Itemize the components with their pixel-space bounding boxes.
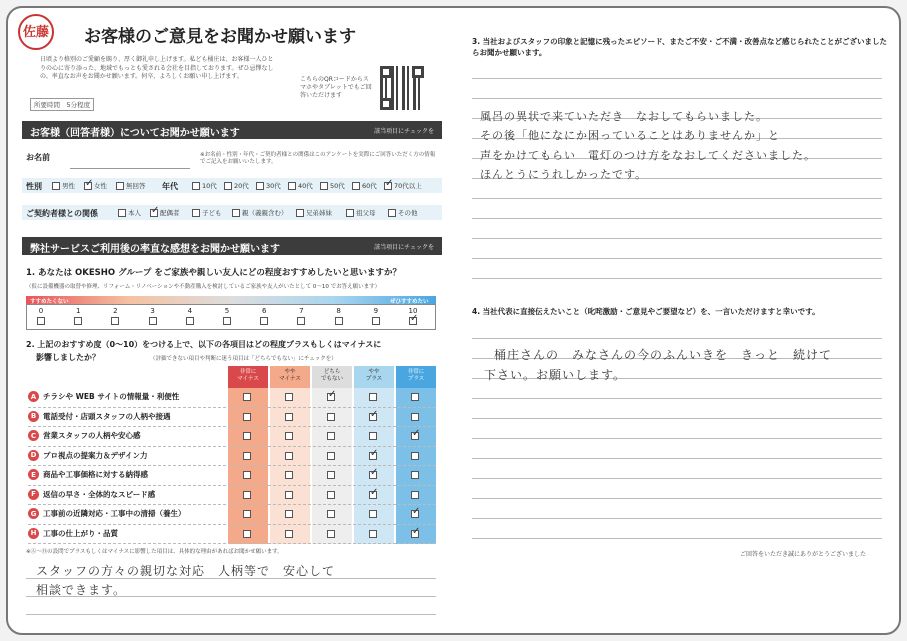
page-title: お客様のご意見をお聞かせ願います — [84, 27, 356, 47]
impact-column-header: 非常に プラス — [396, 366, 436, 388]
impact-checkbox[interactable] — [369, 530, 377, 538]
scale-number-0: 0 — [38, 307, 44, 315]
scale-checkbox-7[interactable] — [297, 317, 305, 325]
scale-number-6: 6 — [261, 307, 267, 315]
q3-answer-line-3: 声をかけてもらい 電灯のつけ方をなおしてくださいました。 — [480, 149, 816, 162]
scale-checkbox-1[interactable] — [74, 317, 82, 325]
answer-line — [472, 518, 882, 519]
age-30[interactable]: 30代 — [256, 181, 281, 190]
impact-checkbox[interactable] — [327, 452, 335, 460]
relation-label: ご契約者様との関係 — [26, 209, 98, 218]
relation-self[interactable]: 本人 — [118, 208, 141, 217]
item-label: 返信の早さ・全体的なスピード感 — [43, 489, 156, 499]
privacy-note: ※お名前・性別・年代・ご契約者様との関係はこのアンケートを実際にご回答いただく方の情報でご記入をお願いいたします。 — [200, 152, 436, 165]
impact-row — [28, 525, 436, 545]
impact-row — [28, 466, 436, 486]
answer-line — [472, 458, 882, 459]
q2-footnote: ※Ⓐ〜Ⓗの設問でプラスもしくはマイナスに影響した項目は、具体的な理由があればお聞かせ願います。 — [26, 549, 283, 555]
recommend-scale — [26, 304, 436, 330]
impact-checkbox[interactable] — [243, 471, 251, 479]
impact-row — [28, 486, 436, 506]
check-note: 該当項目にチェックを — [374, 128, 434, 135]
scale-checkbox-8[interactable] — [335, 317, 343, 325]
age-40[interactable]: 40代 — [288, 181, 313, 190]
impact-column-header: やや プラス — [354, 366, 394, 388]
impact-checkbox[interactable] — [285, 530, 293, 538]
answer-line — [472, 438, 882, 439]
scale-high-label: ぜひすすめたい — [390, 299, 429, 305]
q4-title: 4. 当社代表に直接伝えたいこと（叱咤激励・ご意見やご要望など）を、一言いただけますと幸いです。 — [472, 307, 820, 316]
impact-checkbox[interactable] — [285, 510, 293, 518]
scale-number-4: 4 — [187, 307, 193, 315]
item-letter-badge: E — [28, 469, 39, 480]
answer-line — [472, 98, 882, 99]
impact-row-label — [28, 450, 147, 461]
section-customer-bar — [22, 121, 442, 139]
answer-line — [472, 198, 882, 199]
relation-parent[interactable]: 親（義親含む） — [232, 208, 288, 217]
impact-checkbox[interactable] — [327, 510, 335, 518]
impact-checkbox[interactable] — [285, 432, 293, 440]
scale-number-3: 3 — [150, 307, 155, 315]
section-impression-bar — [22, 237, 442, 255]
q1-subtitle: （仮に設備機器の取替や修理、リフォーム・リノベーションや不動産購入を検討しているご家族や友人がいたとして 0〜10 でお答え願います） — [26, 284, 381, 290]
required-time-badge: 所要時間 5分程度 — [30, 98, 94, 111]
scale-number-9: 9 — [373, 307, 379, 315]
scale-checkbox-4[interactable] — [186, 317, 194, 325]
impact-row-label — [28, 411, 171, 422]
answer-line — [472, 278, 882, 279]
impact-row-label — [28, 528, 118, 539]
scale-number-1: 1 — [75, 307, 81, 315]
check-note: 該当項目にチェックを — [374, 244, 434, 251]
q2-answer-line-1: スタッフの方々の親切な対応 人柄等で 安心して — [36, 564, 336, 578]
q3-answer-line-2: その後「他になにか困っていることはありませんか」と — [480, 129, 780, 142]
item-letter-badge: A — [28, 391, 39, 402]
name-stamp: 佐藤 — [18, 14, 54, 50]
item-letter-badge: G — [28, 508, 39, 519]
impact-checkbox[interactable] — [285, 452, 293, 460]
name-field[interactable] — [70, 168, 190, 169]
item-label: 工事の仕上がり・品質 — [43, 528, 118, 538]
impact-checkbox[interactable] — [285, 491, 293, 499]
impact-checkbox[interactable] — [327, 413, 335, 421]
scale-low-label: すすめたくない — [30, 299, 69, 305]
impact-checkbox[interactable] — [411, 452, 419, 460]
q3-title: 3. 当社およびスタッフの印象と記憶に残ったエピソード、またご不安・ご不満・改善点など感じられたことがございましたらお聞かせ願います。 — [472, 37, 888, 57]
impact-checkbox[interactable] — [369, 413, 377, 421]
qr-code-icon[interactable] — [380, 66, 424, 110]
item-label: チラシや WEB サイトの情報量・利便性 — [43, 392, 180, 401]
gender-label: 性別 — [26, 182, 42, 191]
impact-row-label — [28, 489, 155, 500]
answer-line — [472, 238, 882, 239]
q2-title: 2. 上記のおすすめ度（0〜10）をつける上で、以下の各項目はどの程度プラスもしくはマイナスに — [26, 340, 382, 349]
answer-line — [472, 538, 882, 539]
scale-checkbox-6[interactable] — [260, 317, 268, 325]
impact-row — [28, 408, 436, 428]
item-letter-badge: B — [28, 411, 39, 422]
impact-column-header: 非常に マイナス — [228, 366, 268, 388]
impact-row — [28, 505, 436, 525]
scale-number-7: 7 — [299, 307, 304, 315]
scale-checkbox-10[interactable] — [409, 317, 417, 325]
answer-line — [472, 218, 882, 219]
answer-line — [472, 398, 882, 399]
impact-checkbox[interactable] — [411, 432, 419, 440]
impact-checkbox[interactable] — [411, 530, 419, 538]
impact-checkbox[interactable] — [369, 452, 377, 460]
age-20[interactable]: 20代 — [224, 181, 249, 190]
impact-column-header: やや マイナス — [270, 366, 310, 388]
impact-checkbox[interactable] — [327, 491, 335, 499]
impact-checkbox[interactable] — [243, 530, 251, 538]
impact-row — [28, 388, 436, 408]
impact-checkbox[interactable] — [369, 432, 377, 440]
impact-row-label — [28, 508, 186, 519]
impact-checkbox[interactable] — [411, 491, 419, 499]
qr-note: こちらのQRコードからスマホやタブレットでもご回答いただけます — [300, 76, 372, 99]
impact-checkbox[interactable] — [243, 432, 251, 440]
answer-line — [472, 418, 882, 419]
impact-checkbox[interactable] — [243, 393, 251, 401]
scale-number-5: 5 — [224, 307, 230, 315]
scale-number-2: 2 — [113, 307, 118, 315]
item-label: 営業スタッフの人柄や安心感 — [43, 431, 141, 440]
q2-subtitle: （評価できない項目や判断に迷う項目は「どちらでもない」にチェックを） — [150, 356, 337, 362]
impact-row — [28, 427, 436, 447]
impact-checkbox[interactable] — [327, 432, 335, 440]
impact-checkbox[interactable] — [369, 510, 377, 518]
section-title: 弊社サービスご利用後の率直な感想をお聞かせ願います — [30, 244, 280, 255]
age-50[interactable]: 50代 — [320, 181, 345, 190]
item-letter-badge: F — [28, 489, 39, 500]
relation-other[interactable]: その他 — [388, 208, 418, 217]
relation-child[interactable]: 子ども — [192, 208, 222, 217]
scale-gradient — [26, 296, 436, 304]
q3-answer-line-1: 風呂の異状で来ていただき なおしてもらいました。 — [480, 110, 768, 123]
q2-answer-line-2: 相談できます。 — [36, 583, 127, 597]
impact-checkbox[interactable] — [369, 471, 377, 479]
q3-answer-line-4: ほんとうにうれしかったです。 — [480, 168, 648, 181]
impact-checkbox[interactable] — [243, 491, 251, 499]
impact-checkbox[interactable] — [285, 413, 293, 421]
q1-title: 1. あなたは OKESHO グループ をご家族や親しい友人にどの程度おすすめしたいと思いますか？ — [26, 268, 401, 278]
answer-line — [472, 258, 882, 259]
section-title: お客様（回答者様）についてお聞かせ願います — [30, 128, 240, 139]
impact-checkbox[interactable] — [411, 510, 419, 518]
scale-checkbox-0[interactable] — [37, 317, 45, 325]
age-10[interactable]: 10代 — [192, 181, 217, 190]
answer-line — [26, 614, 436, 615]
impact-row-label — [28, 469, 148, 480]
item-label: プロ視点の提案力＆デザイン力 — [43, 450, 148, 460]
impact-checkbox[interactable] — [285, 393, 293, 401]
impact-checkbox[interactable] — [411, 413, 419, 421]
item-label: 電話受付・店頭スタッフの人柄や接遇 — [43, 411, 171, 421]
age-60[interactable]: 60代 — [352, 181, 377, 190]
scale-number-10: 10 — [408, 307, 418, 315]
scale-checkbox-9[interactable] — [372, 317, 380, 325]
scale-checkbox-3[interactable] — [149, 317, 157, 325]
answer-line — [472, 78, 882, 79]
gender-none[interactable]: 無回答 — [116, 181, 146, 190]
impact-checkbox[interactable] — [243, 413, 251, 421]
item-letter-badge: D — [28, 450, 39, 461]
scale-number-8: 8 — [336, 307, 341, 315]
impact-checkbox[interactable] — [411, 393, 419, 401]
scale-checkbox-5[interactable] — [223, 317, 231, 325]
age-label: 年代 — [162, 182, 178, 191]
impact-checkbox[interactable] — [243, 452, 251, 460]
impact-checkbox[interactable] — [285, 471, 293, 479]
intro-text: 日頃より格別のご愛顧を賜り、厚く御礼申し上げます。私ども桶庄は、お客様一人ひとりの心に寄り添った、地域でもっとも愛される会社を目指しております。ぜひ忌憚なしの、率直なお声をお聞かせ願います。何卒、よろしくお願い申し上げます。 — [40, 56, 274, 80]
impact-checkbox[interactable] — [243, 510, 251, 518]
impact-checkbox[interactable] — [369, 393, 377, 401]
name-label: お名前 — [26, 153, 50, 162]
impact-row — [28, 447, 436, 467]
age-70-plus[interactable]: ✓ 70代以上 — [384, 181, 422, 190]
answer-line — [472, 338, 882, 339]
item-label: 工事前の近隣対応・工事中の清掃（養生） — [43, 509, 186, 518]
scale-checkbox-2[interactable] — [111, 317, 119, 325]
impact-column-header: どちら でもない — [312, 366, 352, 388]
answer-line — [472, 498, 882, 499]
impact-checkbox[interactable] — [327, 393, 335, 401]
q2-title-line2: 影響しましたか？ — [36, 353, 100, 362]
q4-answer-line-2: 下さい。お願いします。 — [484, 368, 627, 382]
impact-checkbox[interactable] — [327, 471, 335, 479]
relation-spouse[interactable]: ✓ 配偶者 — [150, 208, 180, 217]
answer-line — [472, 478, 882, 479]
relation-grandparent[interactable]: 祖父母 — [346, 208, 376, 217]
impact-checkbox[interactable] — [327, 530, 335, 538]
impact-checkbox[interactable] — [411, 471, 419, 479]
relation-sibling[interactable]: 兄弟姉妹 — [296, 208, 332, 217]
gender-female[interactable]: ✓ 女性 — [84, 181, 107, 190]
item-letter-badge: H — [28, 528, 39, 539]
thanks-note: ご回答をいただき誠にありがとうございました — [740, 551, 867, 558]
item-label: 商品や工事価格に対する納得感 — [43, 470, 148, 479]
impact-checkbox[interactable] — [369, 491, 377, 499]
impact-row-label — [28, 391, 179, 402]
impact-row-label — [28, 430, 141, 441]
gender-male[interactable]: 男性 — [52, 181, 75, 190]
item-letter-badge: C — [28, 430, 39, 441]
q4-answer-line-1: 桶庄さんの みなさんの今のふんいきを きっと 続けて — [494, 348, 833, 362]
